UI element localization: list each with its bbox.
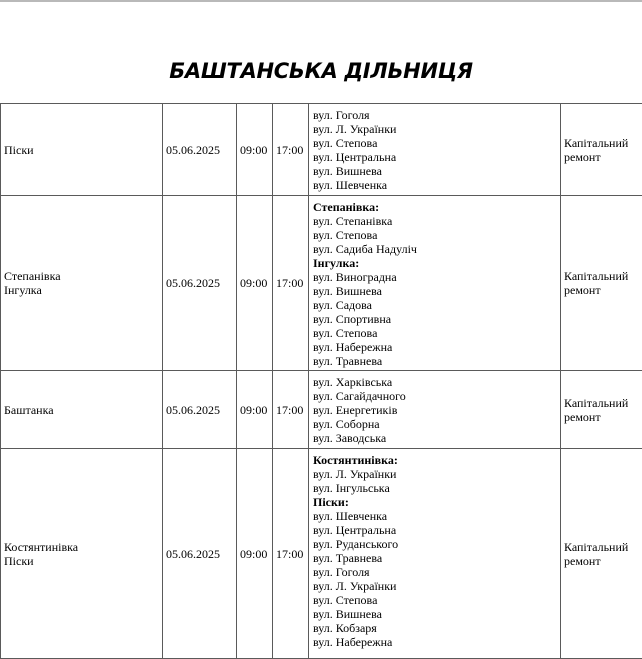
street-name: вул. Інгульська [313,481,557,495]
street-name: вул. Енергетиків [313,403,557,417]
end-time: 17:00 [276,547,305,561]
street-name: вул. Садова [313,298,557,312]
start-time: 09:00 [240,403,269,417]
locality-heading: Інгулка: [313,256,557,270]
date-value: 05.06.2025 [166,403,233,417]
street-name: вул. Набережна [313,635,557,649]
locality-name: Інгулка [4,283,159,297]
street-name: вул. Заводська [313,431,557,445]
streets-cell [309,449,561,659]
street-name: вул. Соборна [313,417,557,431]
page-title: БАШТАНСЬКА ДІЛЬНИЦЯ [0,59,642,83]
locality-cell [1,196,163,371]
streets-cell [309,196,561,371]
table-row [1,196,642,371]
locality-cell [1,104,163,196]
start-time: 09:00 [240,143,269,157]
work-type-text: Капітальний [564,269,640,283]
work-type-text: ремонт [564,410,640,424]
date-value: 05.06.2025 [166,276,233,290]
locality-name: Степанівка [4,269,159,283]
locality-heading: Степанівка: [313,200,557,214]
top-divider [0,0,642,2]
work-type-text: ремонт [564,283,640,297]
street-name: вул. Вишнева [313,607,557,621]
street-name: вул. Степова [313,136,557,150]
street-name: вул. Спортивна [313,312,557,326]
street-name: вул. Шевченка [313,178,557,192]
street-name: вул. Л. Українки [313,122,557,136]
date-cell [163,196,237,371]
date-value: 05.06.2025 [166,143,233,157]
street-name: вул. Центральна [313,523,557,537]
street-name: вул. Степова [313,326,557,340]
street-name: вул. Травнева [313,354,557,368]
work-type-cell [561,196,642,371]
street-name: вул. Руданського [313,537,557,551]
streets-cell [309,371,561,449]
date-cell [163,449,237,659]
work-type-cell [561,449,642,659]
end-time-cell [273,104,309,196]
street-name: вул. Л. Українки [313,579,557,593]
start-time-cell [237,371,273,449]
end-time: 17:00 [276,403,305,417]
street-name: вул. Харківська [313,375,557,389]
outage-schedule-table [0,103,642,659]
date-cell [163,104,237,196]
locality-heading: Піски: [313,495,557,509]
street-name: вул. Л. Українки [313,467,557,481]
end-time: 17:00 [276,143,305,157]
locality-name: Баштанка [4,403,159,417]
locality-name: Костянтинівка [4,540,159,554]
locality-cell [1,449,163,659]
street-name: вул. Садиба Надуліч [313,242,557,256]
street-name: вул. Сагайдачного [313,389,557,403]
street-name: вул. Шевченка [313,509,557,523]
locality-heading: Костянтинівка: [313,453,557,467]
street-name: вул. Гоголя [313,108,557,122]
start-time-cell [237,449,273,659]
start-time-cell [237,196,273,371]
date-value: 05.06.2025 [166,547,233,561]
street-name: вул. Виноградна [313,270,557,284]
work-type-text: Капітальний [564,396,640,410]
work-type-cell [561,104,642,196]
locality-name: Піски [4,143,159,157]
locality-cell [1,371,163,449]
street-name: вул. Центральна [313,150,557,164]
locality-name: Піски [4,554,159,568]
street-name: вул. Набережна [313,340,557,354]
street-name: вул. Вишнева [313,284,557,298]
street-name: вул. Степова [313,593,557,607]
work-type-text: Капітальний [564,136,640,150]
work-type-text: ремонт [564,150,640,164]
street-name: вул. Вишнева [313,164,557,178]
end-time-cell [273,371,309,449]
table-row [1,104,642,196]
work-type-cell [561,371,642,449]
work-type-text: ремонт [564,554,640,568]
street-name: вул. Кобзаря [313,621,557,635]
date-cell [163,371,237,449]
street-name: вул. Степова [313,228,557,242]
street-name: вул. Травнева [313,551,557,565]
street-name: вул. Степанівка [313,214,557,228]
end-time: 17:00 [276,276,305,290]
street-name: вул. Гоголя [313,565,557,579]
streets-cell [309,104,561,196]
end-time-cell [273,449,309,659]
start-time: 09:00 [240,547,269,561]
start-time: 09:00 [240,276,269,290]
start-time-cell [237,104,273,196]
table-row [1,449,642,659]
table-row [1,371,642,449]
end-time-cell [273,196,309,371]
work-type-text: Капітальний [564,540,640,554]
